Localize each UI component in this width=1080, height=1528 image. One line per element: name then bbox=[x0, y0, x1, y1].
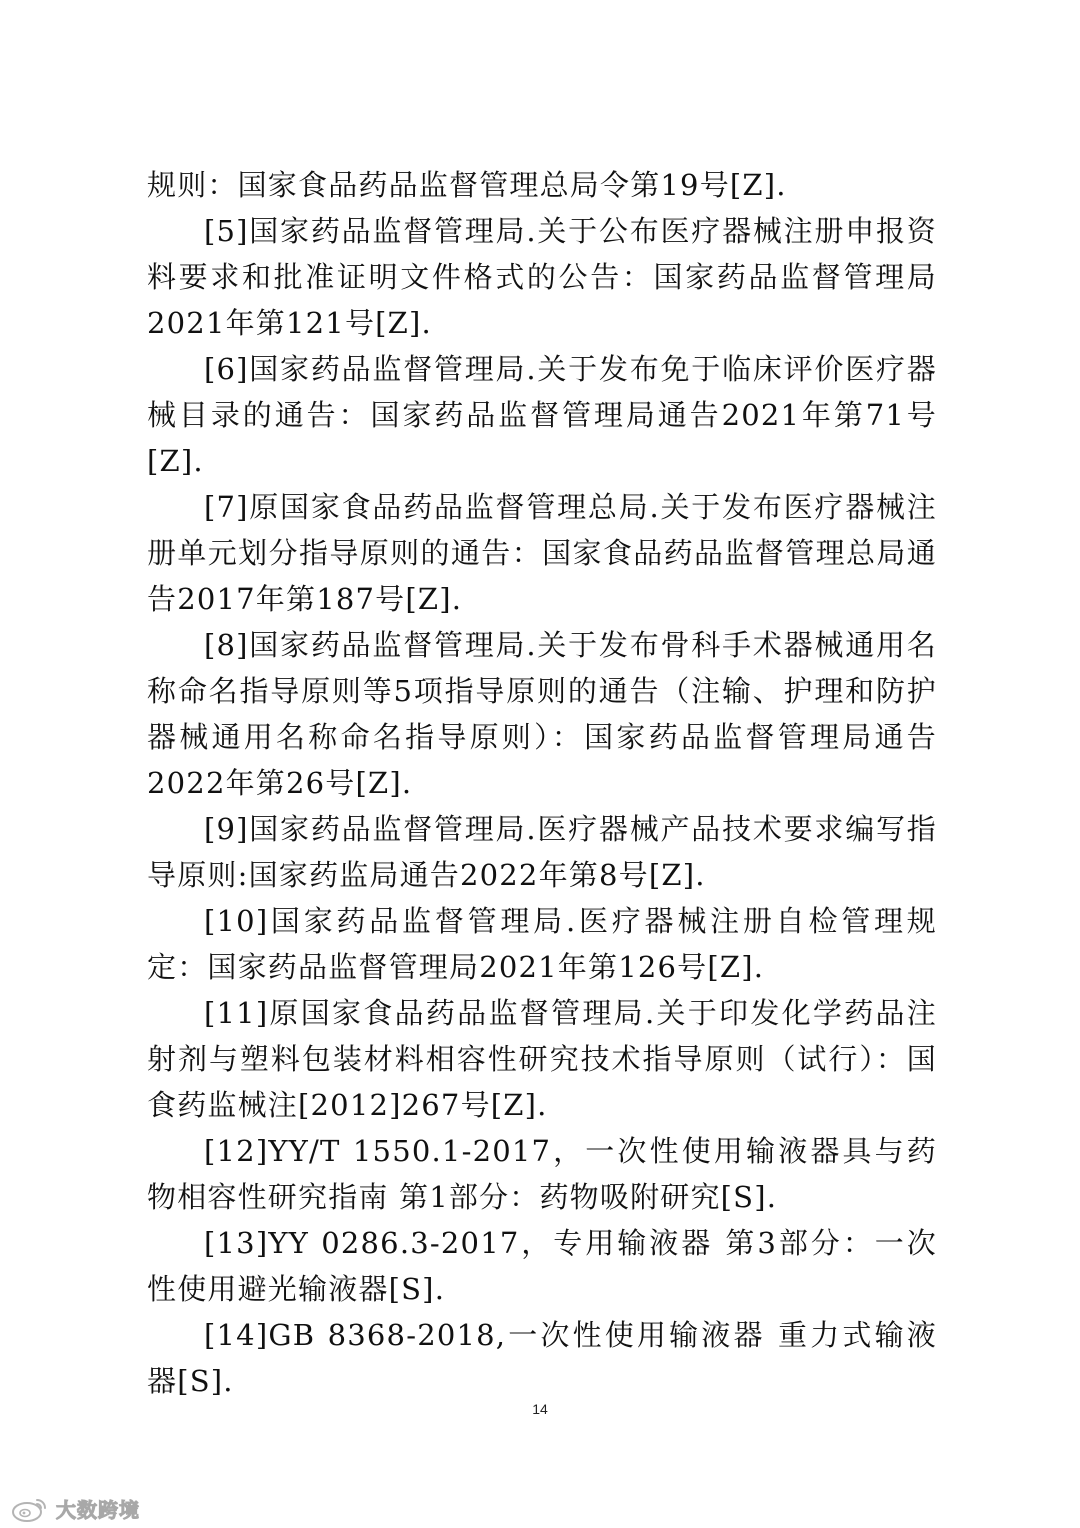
reference-item: [6]国家药品监督管理局.关于发布免于临床评价医疗器械目录的通告：国家药品监督管理局通告2021年第71号[Z]. bbox=[147, 352, 937, 478]
reference-item: [10]国家药品监督管理局.医疗器械注册自检管理规定：国家药品监督管理局2021年第126号[Z]. bbox=[147, 904, 937, 984]
weibo-logo-icon bbox=[10, 1495, 50, 1523]
reference-list bbox=[147, 162, 937, 1404]
reference-item: [13]YY 0286.3-2017，专用输液器 第3部分：一次性使用避光输液器[S]. bbox=[147, 1226, 937, 1306]
reference-item: [12]YY/T 1550.1-2017，一次性使用输液器具与药物相容性研究指南 第1部分：药物吸附研究[S]. bbox=[147, 1134, 937, 1214]
page-number: 14 bbox=[532, 1401, 548, 1417]
reference-item: [11]原国家食品药品监督管理局.关于印发化学药品注射剂与塑料包装材料相容性研究技术指导原则（试行）：国食药监械注[2012]267号[Z]. bbox=[147, 996, 937, 1122]
watermark bbox=[10, 1494, 140, 1523]
watermark-text: 大数跨境 bbox=[56, 1498, 140, 1522]
reference-item: [7]原国家食品药品监督管理总局.关于发布医疗器械注册单元划分指导原则的通告：国家食品药品监督管理总局通告2017年第187号[Z]. bbox=[147, 490, 937, 616]
reference-item: [8]国家药品监督管理局.关于发布骨科手术器械通用名称命名指导原则等5项指导原则的通告（注输、护理和防护器械通用名称命名指导原则）：国家药品监督管理局通告2022年第26号[Z]. bbox=[147, 628, 937, 800]
reference-item: [14]GB 8368-2018,一次性使用输液器 重力式输液器[S]. bbox=[147, 1318, 937, 1398]
reference-item: 规则：国家食品药品监督管理总局令第19号[Z]. bbox=[147, 168, 787, 202]
reference-item: [5]国家药品监督管理局.关于公布医疗器械注册申报资料要求和批准证明文件格式的公告：国家药品监督管理局2021年第121号[Z]. bbox=[147, 214, 937, 340]
reference-item: [9]国家药品监督管理局.医疗器械产品技术要求编写指导原则:国家药监局通告2022年第8号[Z]. bbox=[147, 812, 937, 892]
